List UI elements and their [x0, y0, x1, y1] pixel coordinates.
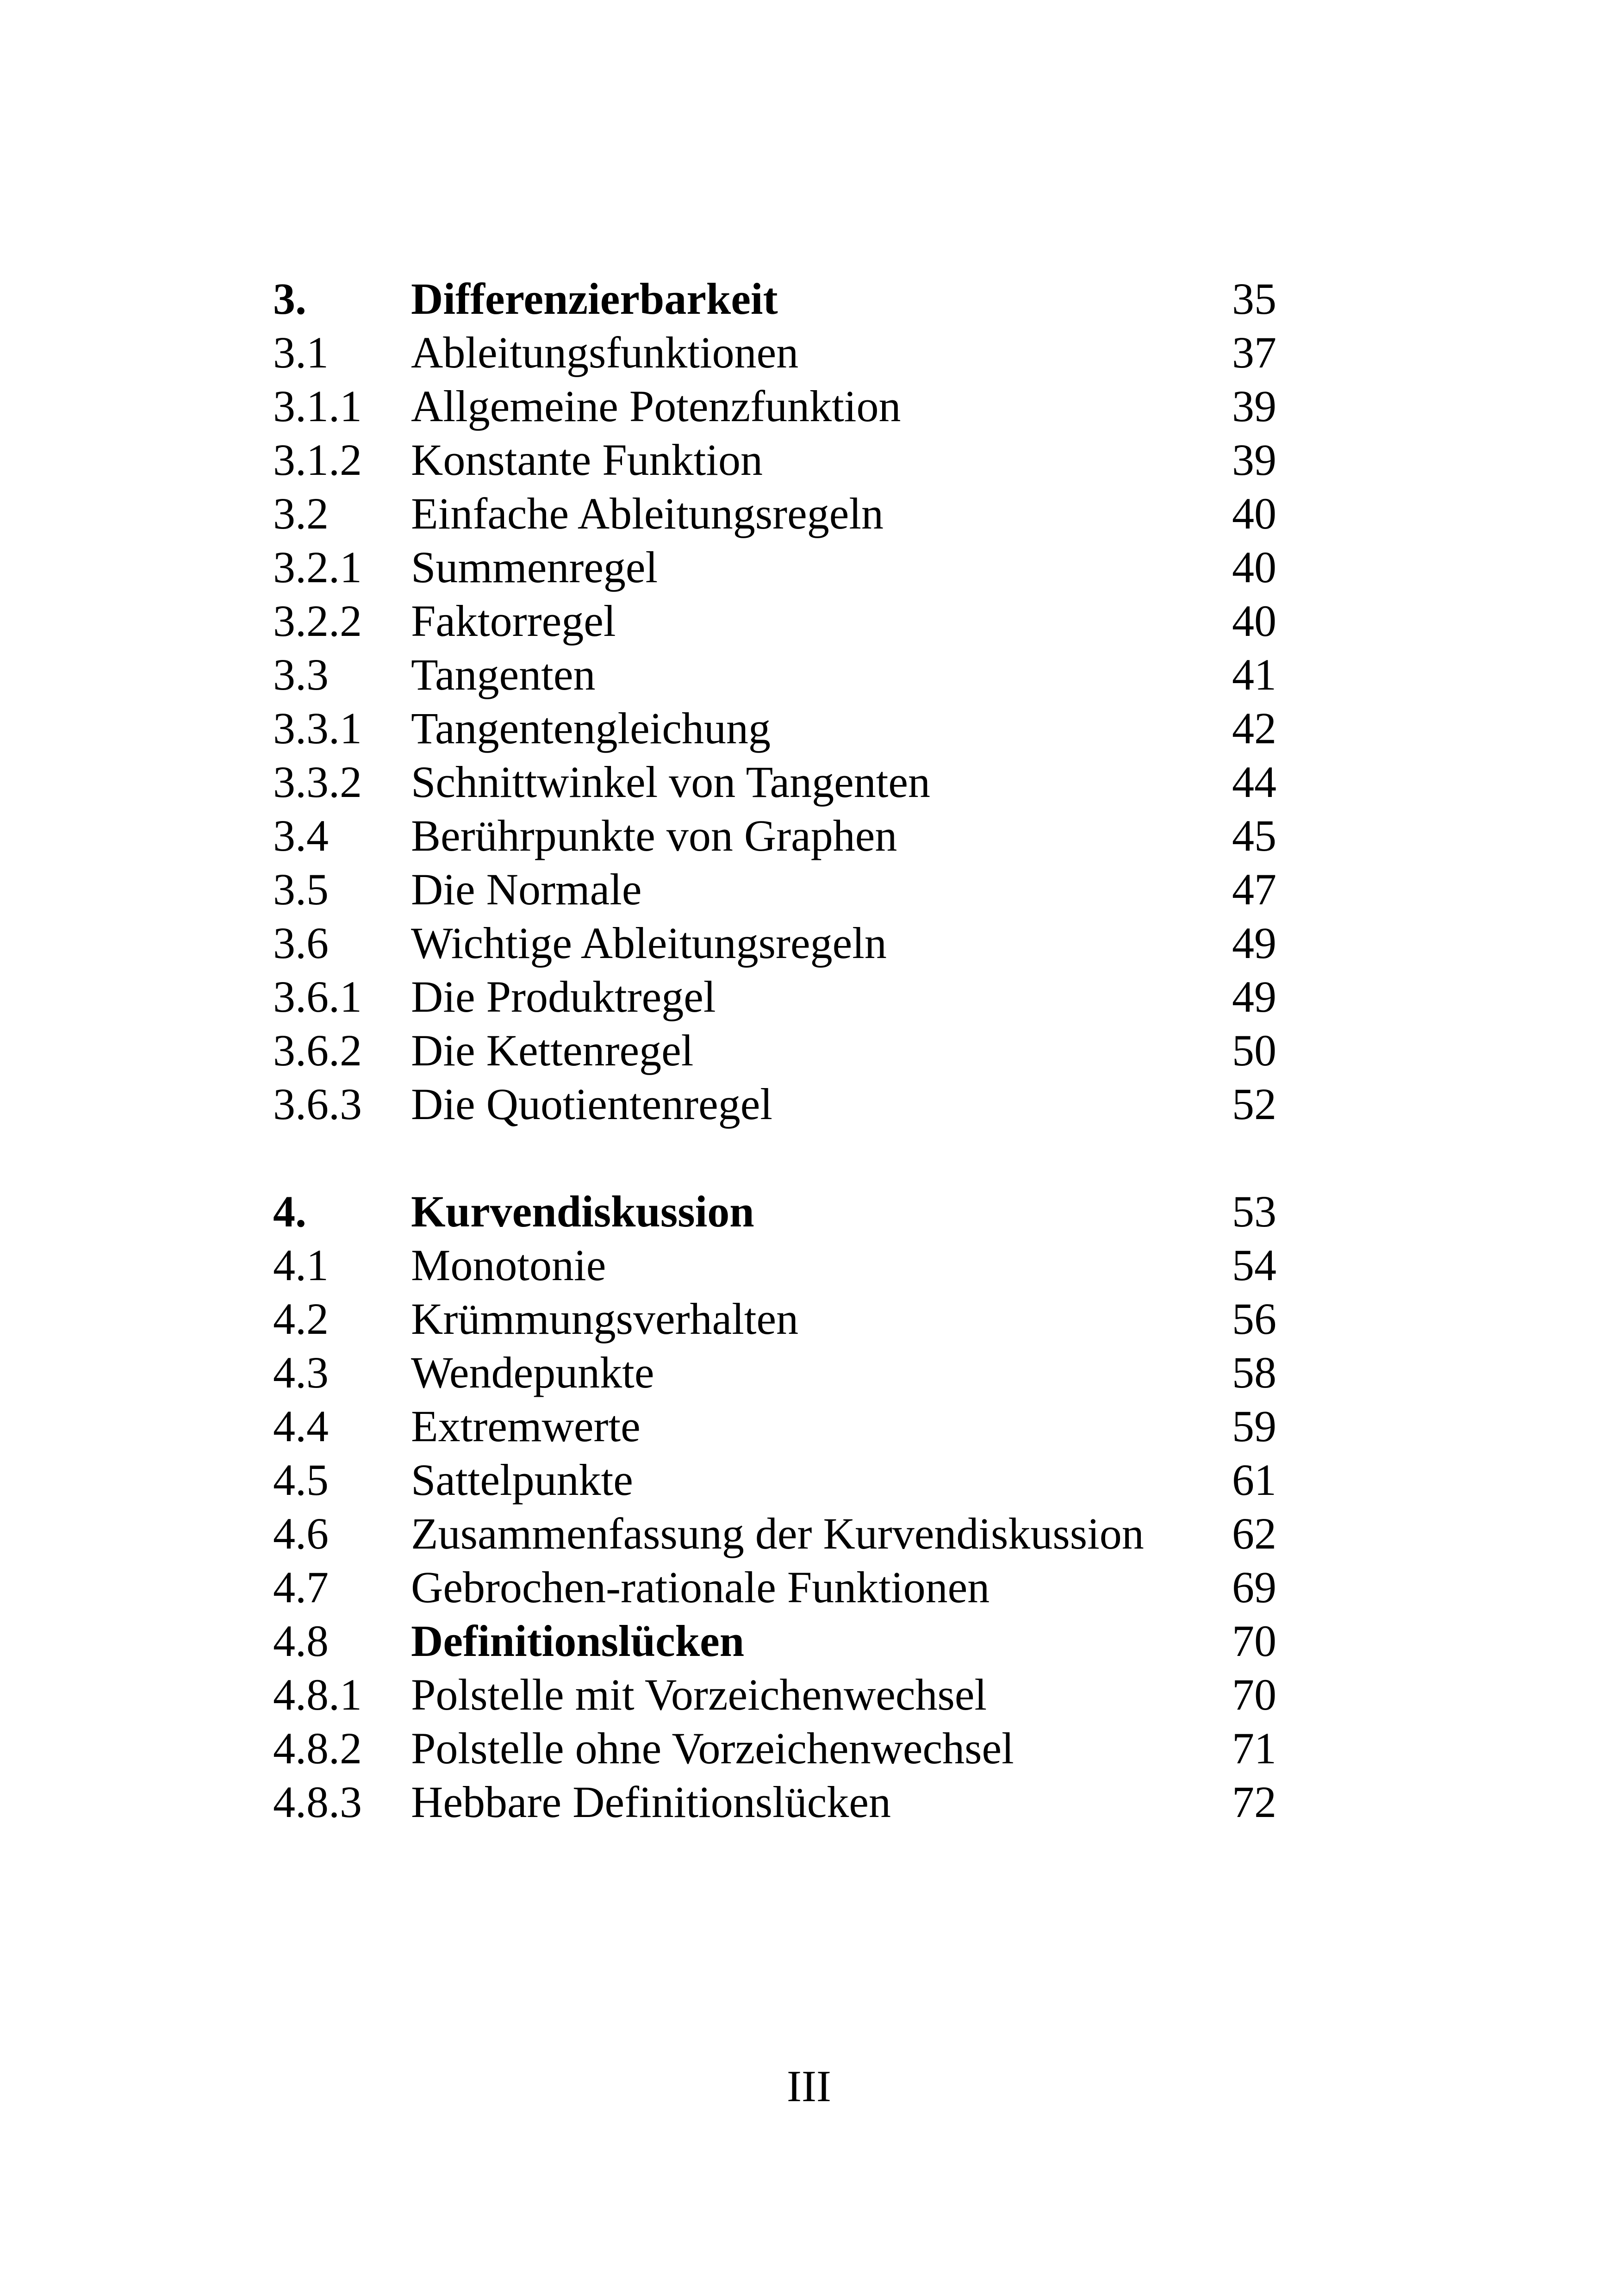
toc-entry-number: 3.3.1	[273, 703, 362, 753]
toc-section	[0, 1185, 1618, 1829]
toc-entry	[0, 1077, 1618, 1131]
toc-entry-title: Die Normale	[411, 865, 642, 914]
toc-entry-number: 3.3	[273, 650, 329, 699]
toc-entry-page: 69	[1232, 1562, 1276, 1612]
toc-entry	[0, 1238, 1618, 1292]
toc-entry-title: Die Kettenregel	[411, 1026, 694, 1075]
toc-entry	[0, 1400, 1618, 1453]
toc-entry-number: 4.	[273, 1187, 306, 1236]
toc-entry-number: 4.5	[273, 1455, 329, 1505]
toc-entry-number: 3.2.2	[273, 596, 362, 646]
toc-entry-title: Differenzierbarkeit	[411, 274, 778, 324]
toc-entry-number: 4.8.2	[273, 1724, 362, 1773]
toc-entry-page: 70	[1232, 1670, 1276, 1719]
toc-entry	[0, 702, 1618, 755]
toc-entry	[0, 1346, 1618, 1400]
toc-entry	[0, 433, 1618, 487]
toc-entry-page: 49	[1232, 918, 1276, 968]
toc-entry-number: 4.4	[273, 1401, 329, 1451]
toc-entry-number: 3.6.2	[273, 1026, 362, 1075]
toc-entry-title: Zusammenfassung der Kurvendiskussion	[411, 1509, 1144, 1558]
toc-entry-number: 4.6	[273, 1509, 329, 1558]
toc-entry-number: 3.5	[273, 865, 329, 914]
toc-entry	[0, 1775, 1618, 1829]
toc-entry-page: 35	[1232, 274, 1276, 324]
toc-entry-number: 3.2.1	[273, 542, 362, 592]
toc-entry	[0, 1024, 1618, 1077]
toc-entry	[0, 380, 1618, 433]
toc-entry-number: 4.7	[273, 1562, 329, 1612]
toc-entry-page: 61	[1232, 1455, 1276, 1505]
toc-entry-page: 40	[1232, 596, 1276, 646]
toc-entry	[0, 594, 1618, 648]
toc-entry	[0, 1561, 1618, 1614]
toc-entry	[0, 1668, 1618, 1722]
toc-entry	[0, 809, 1618, 863]
toc-entry-title: Summenregel	[411, 542, 658, 592]
toc-entry-number: 4.3	[273, 1348, 329, 1397]
toc-entry-title: Extremwerte	[411, 1401, 641, 1451]
toc-entry-title: Berührpunkte von Graphen	[411, 811, 897, 860]
toc-entry-title: Kurvendiskussion	[411, 1187, 754, 1236]
toc-entry-page: 41	[1232, 650, 1276, 699]
toc-entry-title: Polstelle ohne Vorzeichenwechsel	[411, 1724, 1014, 1773]
toc-entry-number: 4.1	[273, 1240, 329, 1290]
toc-entry-page: 58	[1232, 1348, 1276, 1397]
toc-entry	[0, 272, 1618, 326]
toc-entry-page: 54	[1232, 1240, 1276, 1290]
toc-entry-title: Definitionslücken	[411, 1616, 745, 1666]
toc-entry-page: 40	[1232, 542, 1276, 592]
toc-entry-page: 72	[1232, 1777, 1276, 1827]
table-of-contents	[0, 272, 1618, 1829]
toc-entry	[0, 541, 1618, 594]
toc-entry-number: 4.8	[273, 1616, 329, 1666]
toc-entry-page: 47	[1232, 865, 1276, 914]
toc-entry-page: 70	[1232, 1616, 1276, 1666]
toc-entry-page: 53	[1232, 1187, 1276, 1236]
toc-entry-title: Allgemeine Potenzfunktion	[411, 381, 901, 431]
toc-entry	[0, 1722, 1618, 1775]
toc-entry-page: 44	[1232, 757, 1276, 807]
toc-entry-number: 3.6.3	[273, 1079, 362, 1129]
toc-entry	[0, 1185, 1618, 1238]
toc-entry-number: 3.3.2	[273, 757, 362, 807]
toc-entry-title: Wendepunkte	[411, 1348, 654, 1397]
toc-entry-title: Einfache Ableitungsregeln	[411, 489, 884, 538]
toc-entry-page: 39	[1232, 381, 1276, 431]
toc-entry-page: 40	[1232, 489, 1276, 538]
toc-section	[0, 272, 1618, 1131]
toc-entry	[0, 648, 1618, 702]
toc-entry	[0, 1507, 1618, 1561]
toc-entry-number: 3.1.1	[273, 381, 362, 431]
toc-entry-title: Tangenten	[411, 650, 596, 699]
toc-entry-number: 3.6	[273, 918, 329, 968]
toc-entry	[0, 916, 1618, 970]
toc-entry	[0, 755, 1618, 809]
toc-entry	[0, 487, 1618, 541]
toc-entry-page: 50	[1232, 1026, 1276, 1075]
toc-entry-number: 3.	[273, 274, 306, 324]
toc-entry-page: 37	[1232, 328, 1276, 377]
toc-entry-title: Polstelle mit Vorzeichenwechsel	[411, 1670, 987, 1719]
toc-entry-number: 4.8.3	[273, 1777, 362, 1827]
toc-entry-number: 3.1	[273, 328, 329, 377]
toc-entry-page: 62	[1232, 1509, 1276, 1558]
toc-entry-title: Schnittwinkel von Tangenten	[411, 757, 930, 807]
toc-entry-title: Tangentengleichung	[411, 703, 771, 753]
toc-entry-number: 4.2	[273, 1294, 329, 1344]
toc-entry	[0, 863, 1618, 916]
toc-entry-number: 3.1.2	[273, 435, 362, 485]
toc-entry	[0, 1292, 1618, 1346]
toc-entry	[0, 326, 1618, 380]
toc-entry-title: Gebrochen-rationale Funktionen	[411, 1562, 990, 1612]
toc-entry-title: Krümmungsverhalten	[411, 1294, 799, 1344]
toc-entry-number: 3.6.1	[273, 972, 362, 1021]
toc-entry-title: Monotonie	[411, 1240, 606, 1290]
toc-entry-page: 42	[1232, 703, 1276, 753]
page-number: III	[787, 2061, 831, 2111]
toc-entry	[0, 1614, 1618, 1668]
toc-entry-title: Hebbare Definitionslücken	[411, 1777, 891, 1827]
toc-entry-title: Faktorregel	[411, 596, 616, 646]
toc-entry-title: Wichtige Ableitungsregeln	[411, 918, 887, 968]
toc-entry-title: Die Produktregel	[411, 972, 716, 1021]
toc-entry-page: 56	[1232, 1294, 1276, 1344]
toc-entry-title: Sattelpunkte	[411, 1455, 633, 1505]
toc-entry-page: 39	[1232, 435, 1276, 485]
toc-entry-title: Konstante Funktion	[411, 435, 763, 485]
toc-entry-number: 3.2	[273, 489, 329, 538]
toc-entry-page: 59	[1232, 1401, 1276, 1451]
toc-entry-number: 4.8.1	[273, 1670, 362, 1719]
toc-entry-page: 71	[1232, 1724, 1276, 1773]
toc-entry-page: 52	[1232, 1079, 1276, 1129]
toc-entry-page: 45	[1232, 811, 1276, 860]
toc-entry-title: Die Quotientenregel	[411, 1079, 773, 1129]
toc-entry-page: 49	[1232, 972, 1276, 1021]
toc-entry-number: 3.4	[273, 811, 329, 860]
toc-entry	[0, 1453, 1618, 1507]
toc-entry-title: Ableitungsfunktionen	[411, 328, 799, 377]
toc-entry	[0, 970, 1618, 1024]
